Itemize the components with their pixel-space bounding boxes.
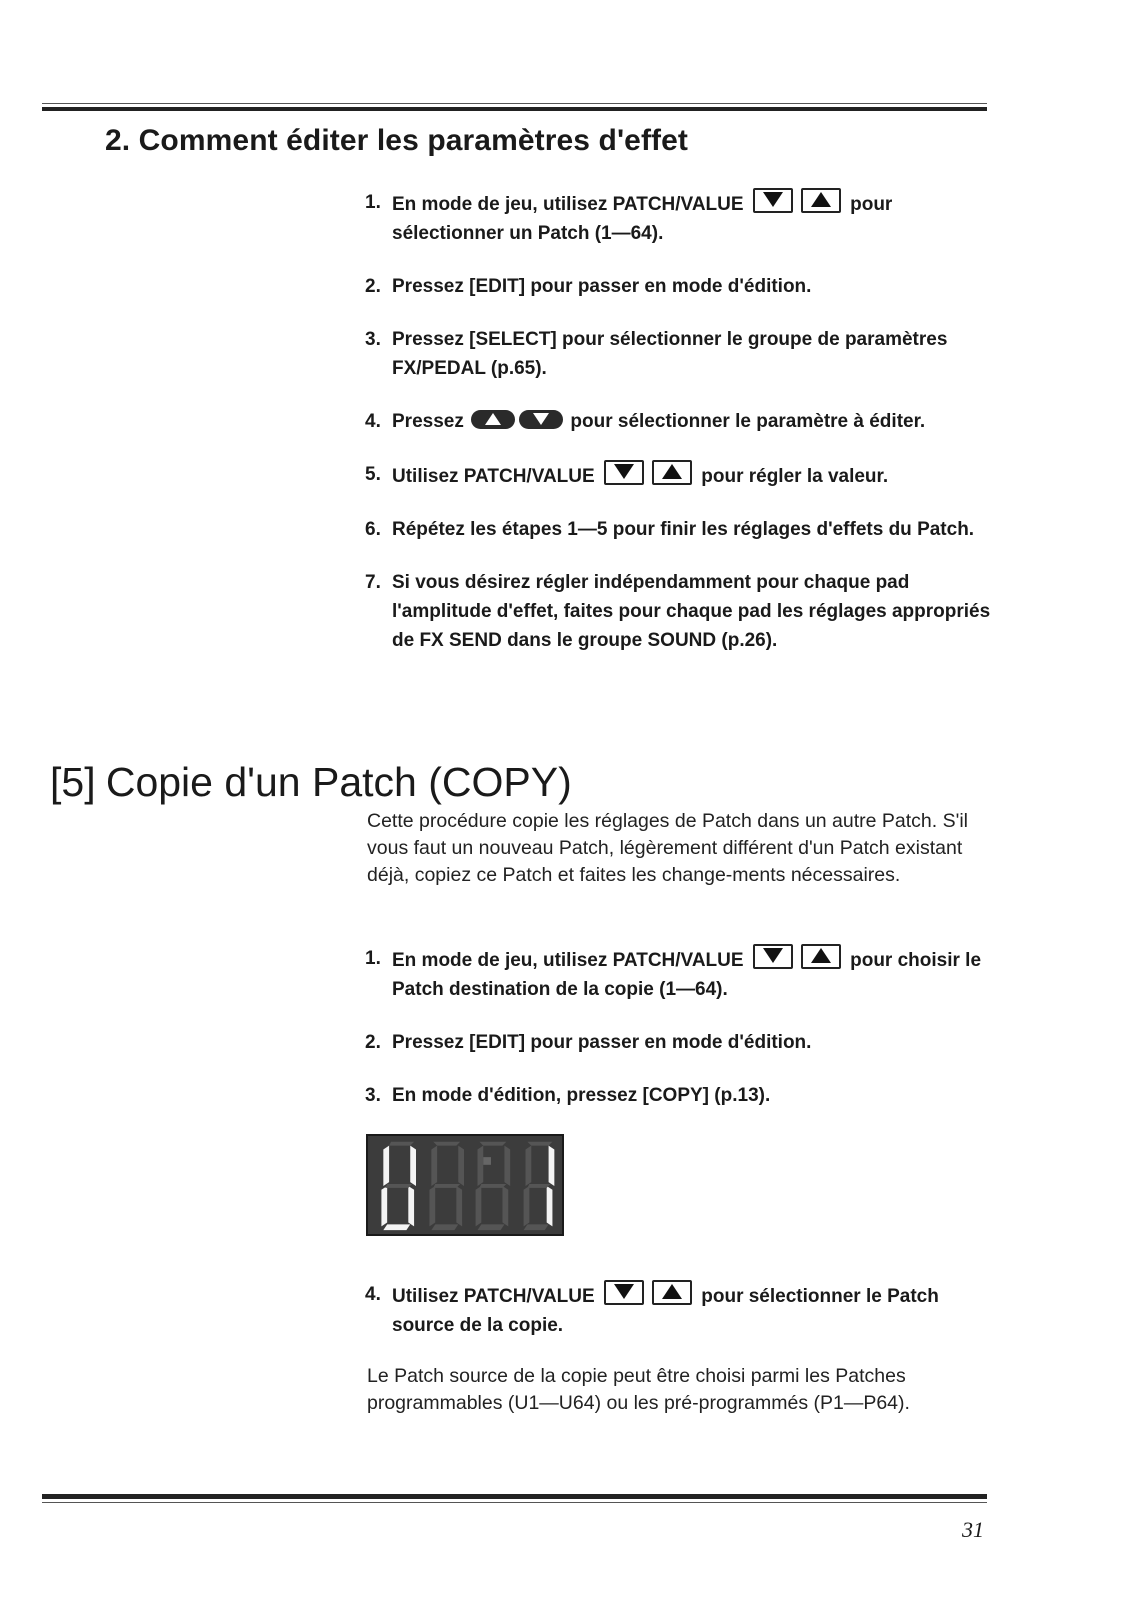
step-number: 7. <box>365 572 381 593</box>
step-text <box>392 1081 1005 1110</box>
step-text <box>392 515 1005 544</box>
step-text <box>392 1028 1005 1057</box>
section-step-3 <box>365 325 1005 383</box>
page-number: 31 <box>962 1517 984 1542</box>
step-number: 3. <box>365 1085 381 1106</box>
chapter-step-3 <box>365 1081 1005 1110</box>
step-text-after: pour sélectionner le paramètre à éditer. <box>570 411 926 432</box>
right-cursor-button-icon <box>519 410 563 429</box>
top-rule <box>42 103 987 111</box>
up-arrow-button-icon <box>652 1280 692 1305</box>
chapter-step-2 <box>365 1028 1005 1057</box>
step-text-before: En mode d'édition, pressez [COPY] (p.13). <box>392 1085 771 1106</box>
chapter-intro: Cette procédure copie les réglages de Patch dans un autre Patch. S'il vous faut un nouveau Patch, légèrement différent d'un Patch existant déjà, copiez ce Patch et faites les change-ments nécessaires. <box>367 810 969 886</box>
step-text-before: Utilisez PATCH/VALUE <box>392 1286 595 1307</box>
step-text <box>392 188 1005 248</box>
step-text <box>392 325 1005 383</box>
down-arrow-button-icon <box>604 460 644 485</box>
chapter-step-1 <box>365 1280 1005 1340</box>
up-arrow-button-icon <box>652 460 692 485</box>
segment-display <box>366 1134 564 1236</box>
down-arrow-button-icon <box>604 1280 644 1305</box>
chapter-step-1 <box>365 944 1005 1004</box>
step-text-before: Pressez <box>392 411 464 432</box>
step-text-before: Pressez [EDIT] pour passer en mode d'édition. <box>392 1032 812 1053</box>
section-step-6 <box>365 515 1005 544</box>
step-text-before: En mode de jeu, utilisez PATCH/VALUE <box>392 194 744 215</box>
step-number: 1. <box>365 192 381 213</box>
step-text-before: Pressez [EDIT] pour passer en mode d'édition. <box>392 276 812 297</box>
section-step-7 <box>365 568 1005 655</box>
step-number: 4. <box>365 411 381 432</box>
left-cursor-button-icon <box>471 410 515 429</box>
down-arrow-button-icon <box>753 188 793 213</box>
step-text <box>392 568 1005 655</box>
section-heading: 2. Comment éditer les paramètres d'effet <box>105 124 689 157</box>
closing-text: Le Patch source de la copie peut être choisi parmi les Patches programmables (U1—U64) ou les pré-programmés (P1—P64). <box>367 1365 910 1414</box>
step-text-after: pour régler la valeur. <box>701 466 889 487</box>
step-text-before: Répétez les étapes 1—5 pour finir les réglages d'effets du Patch. <box>392 519 975 540</box>
step-text-after: pour sélectionner un Patch (1—64). <box>392 194 893 244</box>
step-number: 2. <box>365 1032 381 1053</box>
up-arrow-button-icon <box>801 188 841 213</box>
step-text-before: Si vous désirez régler indépendamment pour chaque pad l'amplitude d'effet, faites pour chaque pad les réglages appropriés de FX SEND dans le groupe SOUND (p.26). <box>392 572 991 651</box>
step-number: 2. <box>365 276 381 297</box>
step-number: 3. <box>365 329 381 350</box>
step-text-before: En mode de jeu, utilisez PATCH/VALUE <box>392 950 744 971</box>
bottom-rule <box>42 1494 987 1503</box>
step-number: 4. <box>365 1284 381 1305</box>
step-number: 6. <box>365 519 381 540</box>
segment-display-digits <box>368 1136 562 1234</box>
section-step-2 <box>365 272 1005 301</box>
section-step-1 <box>365 188 1005 248</box>
step-text <box>392 407 1005 436</box>
section-steps-list <box>365 188 1005 655</box>
step-text <box>392 944 1005 1004</box>
step-text <box>392 460 1005 491</box>
section-step-5 <box>365 460 1005 491</box>
step-text-before: Pressez [SELECT] pour sélectionner le groupe de paramètres FX/PEDAL (p.65). <box>392 329 948 379</box>
section-step-4 <box>365 407 1005 436</box>
chapter-steps-list <box>365 944 1005 1110</box>
step-text <box>392 1280 1005 1340</box>
chapter-step4-list <box>365 1280 1005 1340</box>
step-text-after: pour sélectionner le Patch source de la copie. <box>392 1286 939 1336</box>
step-number: 5. <box>365 464 381 485</box>
up-arrow-button-icon <box>801 944 841 969</box>
step-text <box>392 272 1005 301</box>
step-text-after: pour choisir le Patch destination de la copie (1—64). <box>392 950 982 1000</box>
step-text-before: Utilisez PATCH/VALUE <box>392 466 595 487</box>
chapter-heading: [5] Copie d'un Patch (COPY) <box>50 759 572 805</box>
down-arrow-button-icon <box>753 944 793 969</box>
step-number: 1. <box>365 948 381 969</box>
